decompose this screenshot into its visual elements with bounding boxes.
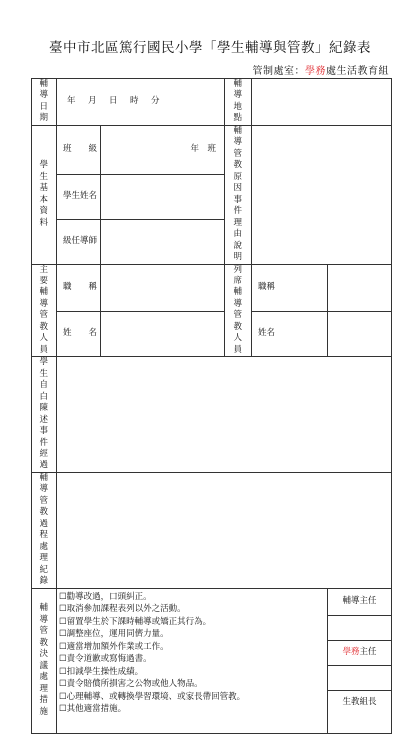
title-label-main: 職 稱 [57, 264, 101, 311]
managing-office [253, 62, 390, 77]
class-value: 年 班 [101, 125, 225, 174]
measure-option[interactable]: ☐適當增加額外作業或工作。 [59, 641, 169, 652]
measure-option[interactable]: ☐勸導改過，口頭糾正。 [59, 591, 152, 602]
self-statement-label: 學生自白陳述事件經過 [32, 357, 57, 473]
date-fields: 年 月 日 時 分 [57, 79, 225, 126]
process-record-field[interactable] [57, 472, 392, 588]
measure-option[interactable]: ☐責令道歉或寫悔過書。 [59, 654, 152, 665]
reason-label: 輔導管教原因事件理由說明 [225, 125, 252, 264]
managing-office-prefix: 管制處室： [252, 66, 305, 77]
main-staff-label: 主要輔導管教人員 [32, 264, 57, 357]
sign-affairs-highlight: 學務 [342, 647, 360, 658]
measure-option[interactable]: ☐其他適當措施。 [59, 704, 127, 715]
measure-option[interactable]: ☐留置學生於下課時輔導或矯正其行為。 [59, 616, 212, 627]
record-form-table [31, 78, 392, 734]
managing-office-highlight: 學務 [305, 66, 326, 77]
process-record-label: 輔導管教過程處理紀錄 [32, 472, 57, 588]
sign-life-ed-cell[interactable] [328, 690, 392, 733]
sign-counsel-director-label: 輔導主任 [328, 588, 392, 615]
name-field-main[interactable] [101, 311, 225, 357]
sign-affairs-director-label [328, 640, 392, 665]
measure-option[interactable]: ☐心理輔導、或轉換學習環境、或家長帶回管教。 [59, 691, 246, 702]
reason-field[interactable] [252, 125, 392, 264]
measure-option[interactable]: ☐調整座位，運用同儕力量。 [59, 629, 169, 640]
student-info-label: 學生基本資料 [32, 125, 57, 264]
measures-checklist [57, 588, 328, 733]
sign-counsel-director-field[interactable] [328, 615, 392, 640]
attend-staff-label: 列席輔導管教人員 [225, 264, 252, 357]
homeroom-teacher-label: 級任導師 [57, 219, 101, 264]
student-name-label: 學生姓名 [57, 175, 101, 220]
name-field-attend[interactable] [328, 311, 392, 357]
measure-option[interactable]: ☐扣減學生操性成績。 [59, 666, 144, 677]
name-label-attend: 姓名 [252, 311, 328, 357]
counsel-location-field[interactable] [252, 79, 392, 126]
managing-office-suffix: 處生活教育組 [326, 66, 389, 77]
measure-option[interactable]: ☐責令賠償所損害之公物或他人物品。 [59, 679, 203, 690]
measure-option[interactable]: ☐取消參加課程表列以外之活動。 [59, 604, 186, 615]
name-label-main: 姓 名 [57, 311, 101, 357]
homeroom-teacher-field[interactable] [101, 219, 225, 264]
counsel-date-label: 輔導日期 [32, 79, 57, 126]
decision-label: 輔導管教決議處理措施 [32, 588, 57, 733]
sign-affairs-director-field[interactable] [328, 665, 392, 690]
title-field-attend[interactable] [328, 264, 392, 311]
sign-affairs-suffix: 主任 [359, 647, 377, 658]
self-statement-field[interactable] [57, 357, 392, 473]
form-title: 臺中市北區篤行國民小學「學生輔導與管教」紀錄表 [49, 40, 371, 56]
counsel-location-label: 輔導地點 [225, 79, 252, 126]
title-label-attend: 職稱 [252, 264, 328, 311]
student-name-field[interactable] [101, 175, 225, 220]
class-label: 班 級 [57, 125, 101, 174]
title-field-main[interactable] [101, 264, 225, 311]
sign-life-ed-label: 生教組長 [342, 696, 377, 707]
